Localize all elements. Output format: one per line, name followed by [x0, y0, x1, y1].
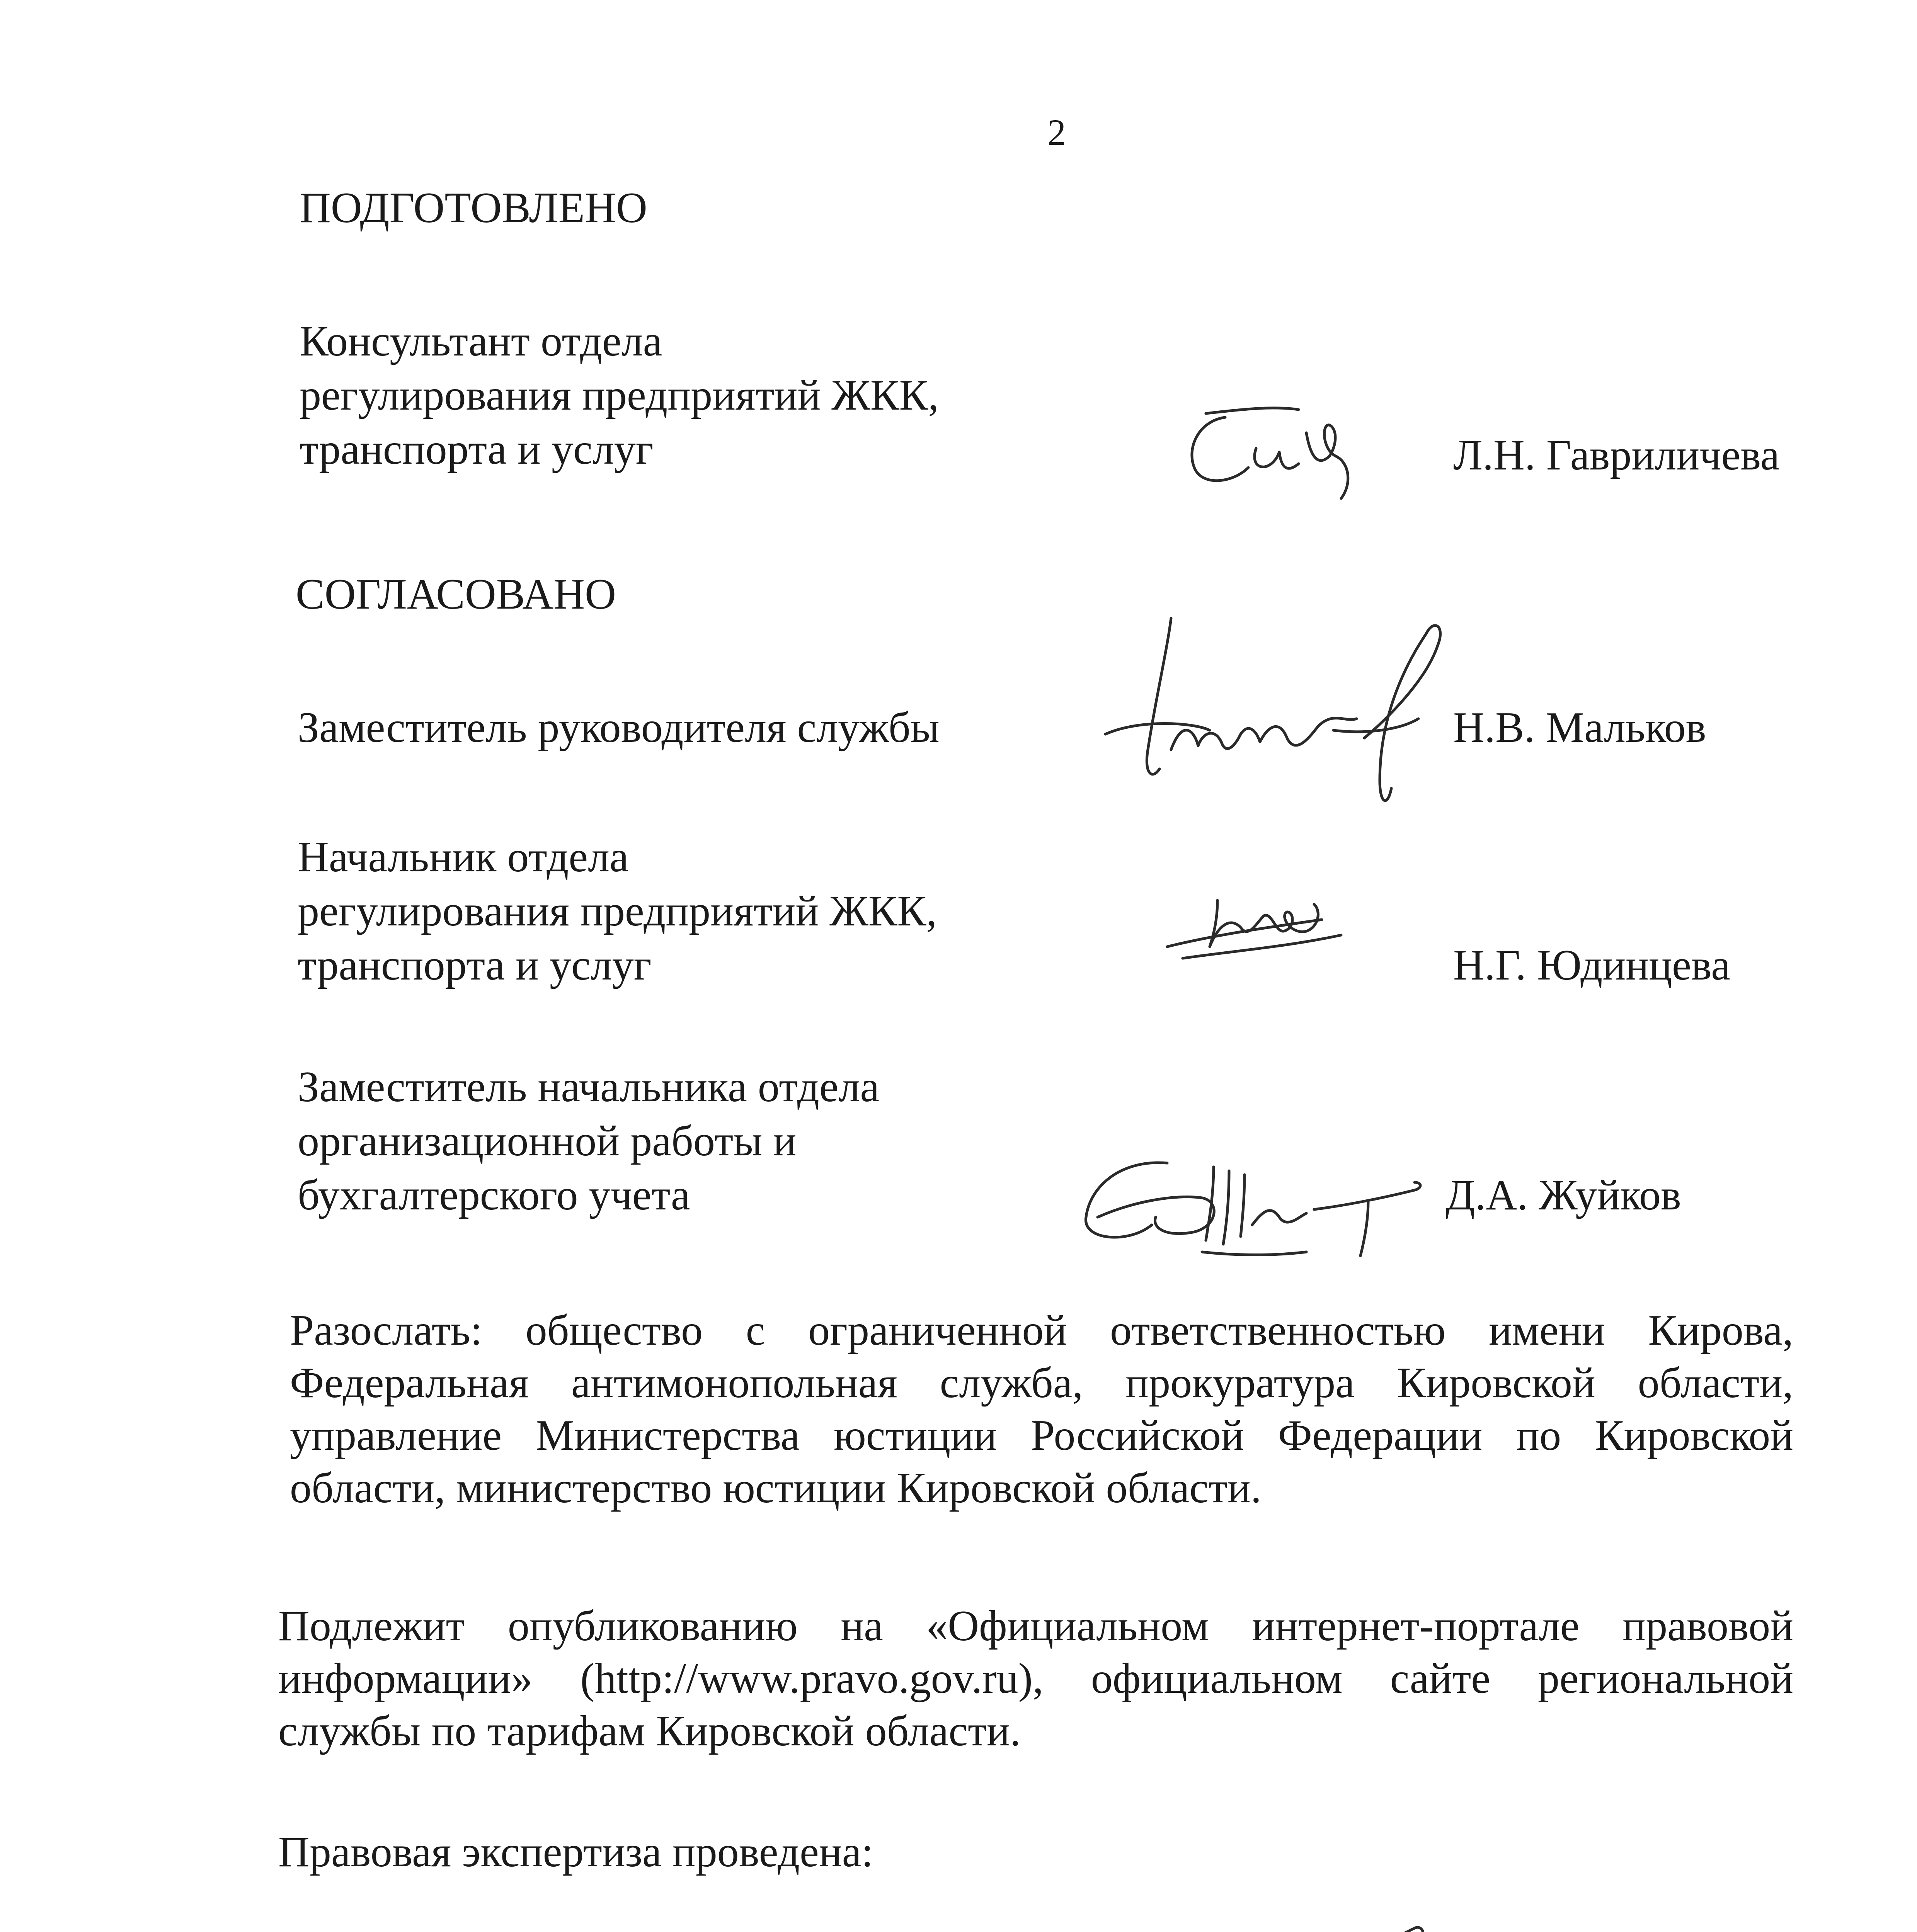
signer-position-line: Заместитель руководителя службы [298, 704, 940, 752]
signature-zhuykov-icon [1074, 1140, 1453, 1264]
publication-paragraph: Подлежит опубликованию на «Официальном интернет-портале правовой информации» (http://www.pravo.gov.ru), официальном сайте региональной службы по тарифам Кировской области. [278, 1602, 1793, 1755]
signer-position-line: Заместитель начальника отдела [298, 1063, 880, 1111]
signer-position-line: Начальник отдела [298, 833, 629, 881]
signer-position-line: регулирования предприятий ЖКК, [298, 887, 937, 935]
signer-name: Н.Г. Юдинцева [1453, 941, 1730, 989]
signer-name: Н.В. Мальков [1453, 704, 1706, 752]
signature-gavrilicheva-icon [1183, 390, 1384, 506]
signature-malkov-icon [1094, 603, 1469, 819]
signer-position-line: организационной работы и [298, 1117, 797, 1165]
legal-review-statement: Правовая экспертиза проведена: [278, 1828, 873, 1876]
signer-position-line: транспорта и услуг [298, 941, 652, 989]
prepared-position-line: регулирования предприятий ЖКК, [300, 371, 939, 419]
signature-urzhumtsev-icon [966, 1913, 1445, 1932]
signature-yudintseva-icon [1159, 881, 1360, 970]
signer-position-line: бухгалтерского учета [298, 1171, 690, 1219]
signer-name: Д.А. Жуйков [1445, 1171, 1681, 1219]
prepared-name: Л.Н. Гавриличева [1453, 431, 1780, 479]
prepared-position-line: транспорта и услуг [300, 425, 654, 473]
prepared-heading: ПОДГОТОВЛЕНО [300, 184, 647, 232]
page-number: 2 [1047, 112, 1066, 153]
distribution-paragraph: Разослать: общество с ограниченной ответственностью имени Кирова, Федеральная антимонопольная служба, прокуратура Кировской области, управление Министерства юстиции Российской Федерации по Кировской области, министерство юстиции Кировской области. [290, 1306, 1793, 1512]
prepared-position-line: Консультант отдела [300, 317, 662, 365]
agreed-heading: СОГЛАСОВАНО [296, 570, 616, 618]
